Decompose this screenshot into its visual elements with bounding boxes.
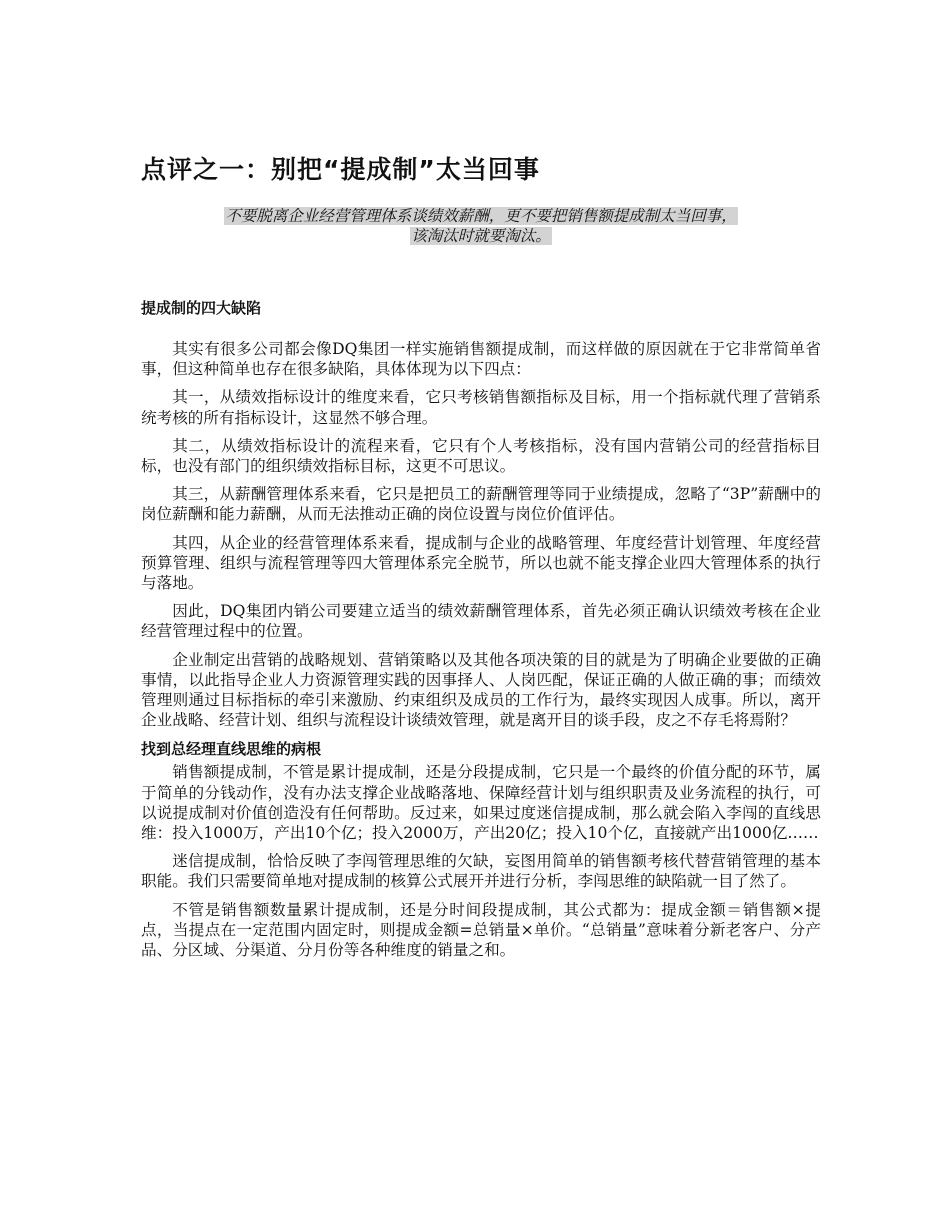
paragraph: 销售额提成制，不管是累计提成制，还是分段提成制，它只是一个最终的价值分配的环节，属于简单的分钱动作，没有办法支撑企业战略落地、保障经营计划与组织职责及业务流程的执行，可以说提成制对价值创造没有任何帮助。反过来，如果过度迷信提成制，那么就会陷入李闯的直线思维：投入1000万，产出10个亿；投入2000万，产出20亿；投入10个亿，直接就产出1000亿…… <box>141 763 821 843</box>
section-body <box>141 762 821 960</box>
subtitle <box>141 206 821 246</box>
document-page <box>141 150 821 968</box>
section-heading: 提成制的四大缺陷 <box>141 299 262 317</box>
paragraph: 其三，从薪酬管理体系来看，它只是把员工的薪酬管理等同于业绩提成，忽略了“3P”薪酬中的岗位薪酬和能力薪酬，从而无法推动正确的岗位设置与岗位价值评估。 <box>141 485 821 524</box>
paragraph: 不管是销售额数量累计提成制，还是分时间段提成制，其公式都为：提成金额＝销售额×提点，当提点在一定范围内固定时，则提成金额=总销量×单价。“总销量”意味着分新老客户、分产品、分区域、分渠道、分月份等各种维度的销量之和。 <box>141 900 821 960</box>
page-title: 点评之一：别把“提成制”太当回事 <box>141 155 540 184</box>
paragraph: 其一，从绩效指标设计的维度来看，它只考核销售额指标及目标，用一个指标就代理了营销系统考核的所有指标设计，这显然不够合理。 <box>141 388 821 427</box>
subtitle-line: 不要脱离企业经营管理体系谈绩效薪酬，更不要把销售额提成制太当回事， <box>225 207 737 225</box>
paragraph: 其四，从企业的经营管理体系来看，提成制与企业的战略管理、年度经营计划管理、年度经营预算管理、组织与流程管理等四大管理体系完全脱节，所以也就不能支撑企业四大管理体系的执行与落地。 <box>141 533 821 593</box>
paragraph: 其实有很多公司都会像DQ集团一样实施销售额提成制，而这样做的原因就在于它非常简单省事，但这种简单也存在很多缺陷，具体体现为以下四点： <box>141 340 821 379</box>
section-heading: 找到总经理直线思维的病根 <box>141 740 322 759</box>
paragraph: 迷信提成制，恰恰反映了李闯管理思维的欠缺，妄图用简单的销售额考核代替营销管理的基本职能。我们只需要简单地对提成制的核算公式展开并进行分析，李闯思维的缺陷就一目了然了。 <box>141 852 821 891</box>
paragraph: 其二，从绩效指标设计的流程来看，它只有个人考核指标，没有国内营销公司的经营指标目标，也没有部门的组织绩效指标目标，这更不可思议。 <box>141 436 821 476</box>
subtitle-line: 该淘汰时就要淘汰。 <box>411 227 551 245</box>
paragraph: 企业制定出营销的战略规划、营销策略以及其他各项决策的目的就是为了明确企业要做的正确事情，以此指导企业人力资源管理实践的因事择人、人岗匹配，保证正确的人做正确的事；而绩效管理则通过目标指标的牵引来激励、约束组织及成员的工作行为，最终实现因人成事。所以，离开企业战略、经营计划、组织与流程设计谈绩效管理，就是离开目的谈手段，皮之不存毛将焉附？ <box>141 650 821 730</box>
paragraph: 因此，DQ集团内销公司要建立适当的绩效薪酬管理体系，首先必须正确认识绩效考核在企业经营管理过程中的位置。 <box>141 602 821 641</box>
section-body <box>141 339 821 730</box>
